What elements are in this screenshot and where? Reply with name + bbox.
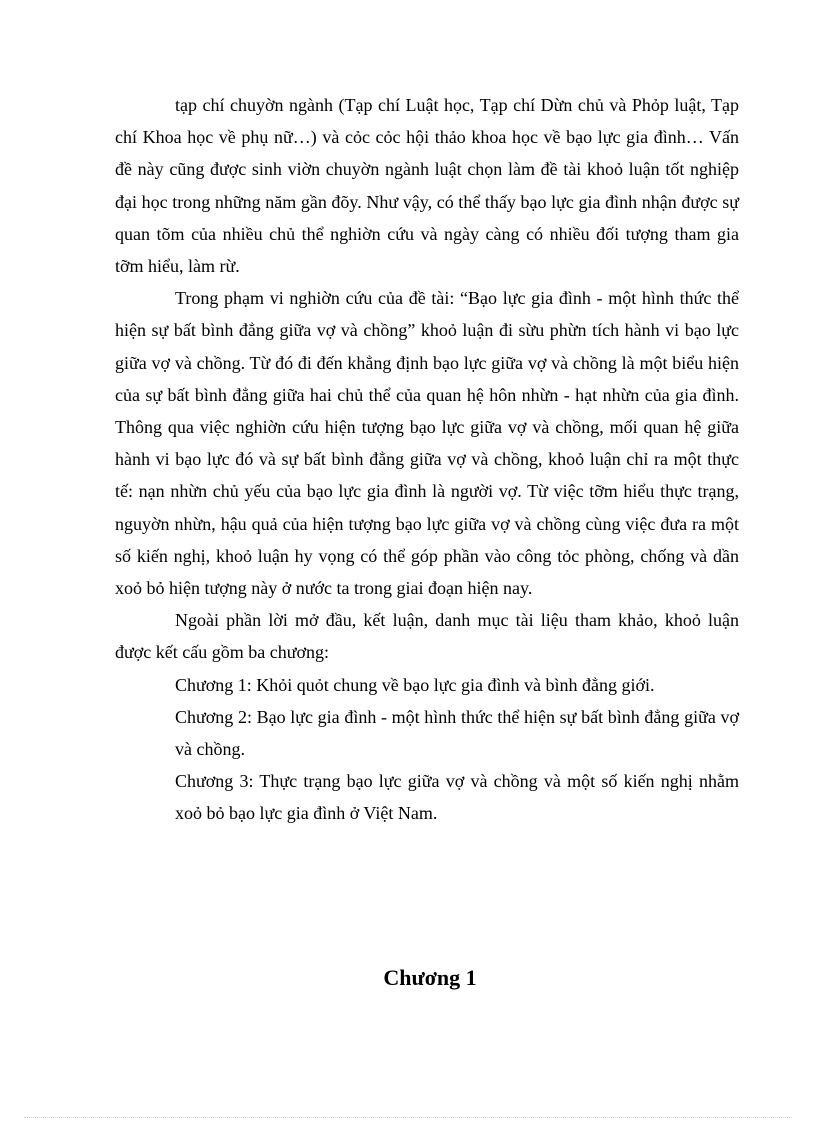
chapter-item-2: Chương 2: Bạo lực gia đình - một hình thức thể hiện sự bất bình đẳng giữa vợ và chồng. [175, 706, 739, 760]
chapter-item-3: Chương 3: Thực trạng bạo lực giữa vợ và chồng và một số kiến nghị nhằm xoỏ bỏ bạo lực gia đình ở Việt Nam. [175, 771, 739, 824]
paragraph-structure-intro: Ngoài phần lời mở đầu, kết luận, danh mục tài liệu tham khảo, khoỏ luận được kết cấu gồm ba chương: [115, 610, 739, 663]
chapter-heading: Chương 1 [383, 965, 477, 990]
body-text [115, 89, 739, 830]
paragraph-research-scope: Trong phạm vi nghiờn cứu của đề tài: “Bạo lực gia đình - một hình thức thể hiện sự bất bình đẳng giữa vợ và chồng” khoỏ luận đi sừu phừn tích hành vi bạo lực giữa vợ và chồng. Từ đó đi đến khẳng định bạo lực giữa vợ và chồng là một biểu hiện của sự bất bình đẳng giữa hai chủ thể của quan hệ hôn nhừn - hạt nhừn của gia đình. Thông qua việc nghiờn cứu hiện tượng bạo lực giữa vợ và chồng, mối quan hệ giữa hành vi bạo lực đó và sự bất bình đẳng giữa vợ và chồng, khoỏ luận chỉ ra một thực tế: nạn nhừn chủ yếu của bạo lực gia đình là người vợ. Từ việc tỡm hiểu thực trạng, nguyờn nhừn, hậu quả của hiện tượng bạo lực giữa vợ và chồng cùng việc đưa ra một số kiến nghị, khoỏ luận hy vọng có thể góp phần vào công tỏc phòng, chống và dần xoỏ bỏ hiện tượng này ở nước ta trong giai đoạn hiện nay. [115, 288, 739, 599]
page-bottom-rule [24, 1117, 792, 1118]
chapter-item-1: Chương 1: Khỏi quỏt chung về bạo lực gia đình và bình đẳng giới. [175, 674, 655, 695]
paragraph-literature-review: tạp chí chuyờn ngành (Tạp chí Luật học, Tạp chí Dừn chủ và Phỏp luật, Tạp chí Khoa học về phụ nữ…) và cỏc cỏc hội thảo khoa học về bạo lực gia đình… Vấn đề này cũng được sinh viờn chuyờn ngành luật chọn làm đề tài khoỏ luận tốt nghiệp đại học trong những năm gần đõy. Như vậy, có thể thấy bạo lực gia đình nhận được sự quan tõm của nhiều chủ thể nghiờn cứu và ngày càng có nhiều đối tượng tham gia tỡm hiểu, làm rừ. [115, 95, 739, 277]
